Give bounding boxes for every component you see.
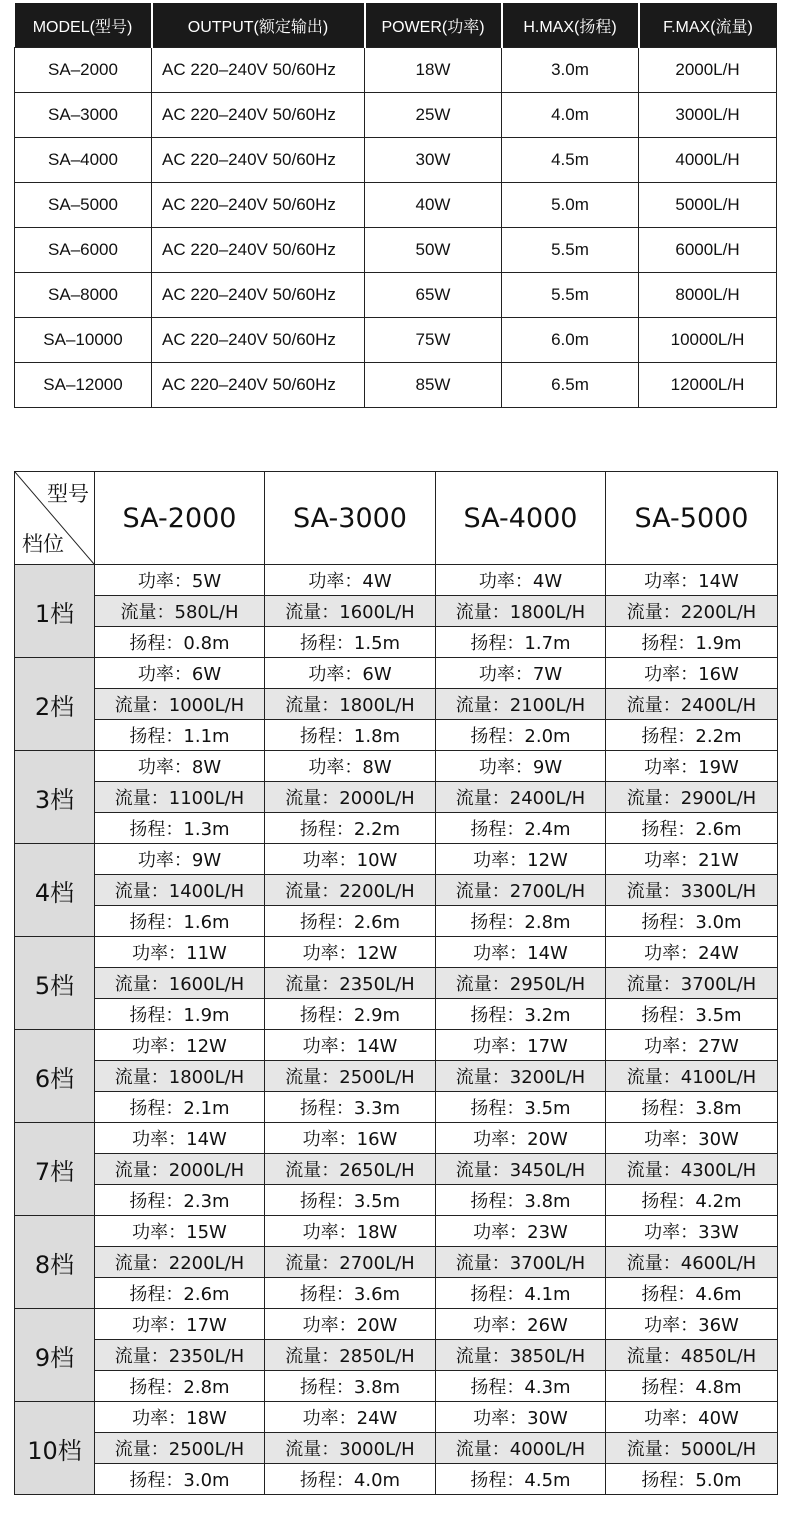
power-cell: 功率：27W <box>606 1030 778 1061</box>
gear-row <box>15 689 778 720</box>
hmax-cell: 5.5m <box>502 273 639 318</box>
power-cell: 25W <box>365 93 502 138</box>
model-cell: SA–10000 <box>15 318 152 363</box>
flow-cell: 流量：1600L/H <box>265 596 436 627</box>
power-cell: 功率：10W <box>265 844 436 875</box>
gear-row <box>15 565 778 596</box>
model-cell: SA–12000 <box>15 363 152 408</box>
head-cell: 扬程：4.3m <box>436 1371 606 1402</box>
flow-cell: 流量：1000L/H <box>95 689 265 720</box>
power-cell: 功率：33W <box>606 1216 778 1247</box>
spec-row <box>15 93 777 138</box>
head-cell: 扬程：4.2m <box>606 1185 778 1216</box>
flow-cell: 流量：4100L/H <box>606 1061 778 1092</box>
corner-label-gear: 档位 <box>22 532 64 556</box>
gear-label: 6档 <box>15 1030 95 1123</box>
gear-row <box>15 999 778 1030</box>
power-cell: 功率：17W <box>436 1030 606 1061</box>
power-cell: 功率：21W <box>606 844 778 875</box>
power-cell: 功率：5W <box>95 565 265 596</box>
head-cell: 扬程：4.5m <box>436 1464 606 1495</box>
power-cell: 功率：36W <box>606 1309 778 1340</box>
power-cell: 功率：16W <box>606 658 778 689</box>
head-cell: 扬程：2.1m <box>95 1092 265 1123</box>
gear-row <box>15 906 778 937</box>
power-cell: 功率：30W <box>436 1402 606 1433</box>
gear-row <box>15 782 778 813</box>
corner-header <box>15 472 95 565</box>
flow-cell: 流量：3700L/H <box>606 968 778 999</box>
spec-row <box>15 183 777 228</box>
power-cell: 功率：23W <box>436 1216 606 1247</box>
power-cell: 功率：6W <box>265 658 436 689</box>
gear-row <box>15 1216 778 1247</box>
flow-cell: 流量：4600L/H <box>606 1247 778 1278</box>
head-cell: 扬程：1.9m <box>95 999 265 1030</box>
output-cell: AC 220–240V 50/60Hz <box>152 48 365 93</box>
head-cell: 扬程：4.0m <box>265 1464 436 1495</box>
gear-row <box>15 596 778 627</box>
power-cell: 功率：7W <box>436 658 606 689</box>
power-cell: 功率：11W <box>95 937 265 968</box>
gear-row <box>15 1433 778 1464</box>
fmax-cell: 5000L/H <box>639 183 777 228</box>
flow-cell: 流量：4000L/H <box>436 1433 606 1464</box>
gear-row <box>15 937 778 968</box>
fmax-cell: 12000L/H <box>639 363 777 408</box>
flow-cell: 流量：1400L/H <box>95 875 265 906</box>
head-cell: 扬程：1.3m <box>95 813 265 844</box>
gear-row <box>15 968 778 999</box>
hmax-cell: 6.0m <box>502 318 639 363</box>
head-cell: 扬程：2.3m <box>95 1185 265 1216</box>
flow-cell: 流量：3450L/H <box>436 1154 606 1185</box>
head-cell: 扬程：1.1m <box>95 720 265 751</box>
model-header: SA-2000 <box>95 472 265 565</box>
flow-cell: 流量：2700L/H <box>265 1247 436 1278</box>
head-cell: 扬程：2.2m <box>606 720 778 751</box>
flow-cell: 流量：2400L/H <box>436 782 606 813</box>
gear-row <box>15 844 778 875</box>
output-cell: AC 220–240V 50/60Hz <box>152 228 365 273</box>
power-cell: 功率：14W <box>436 937 606 968</box>
flow-cell: 流量：2100L/H <box>436 689 606 720</box>
power-cell: 75W <box>365 318 502 363</box>
fmax-cell: 3000L/H <box>639 93 777 138</box>
power-cell: 功率：4W <box>265 565 436 596</box>
head-cell: 扬程：5.0m <box>606 1464 778 1495</box>
flow-cell: 流量：3850L/H <box>436 1340 606 1371</box>
flow-cell: 流量：2350L/H <box>95 1340 265 1371</box>
gear-row <box>15 1309 778 1340</box>
flow-cell: 流量：2000L/H <box>95 1154 265 1185</box>
flow-cell: 流量：1800L/H <box>95 1061 265 1092</box>
flow-cell: 流量：4850L/H <box>606 1340 778 1371</box>
power-cell: 功率：19W <box>606 751 778 782</box>
flow-cell: 流量：1600L/H <box>95 968 265 999</box>
flow-cell: 流量：3000L/H <box>265 1433 436 1464</box>
model-cell: SA–5000 <box>15 183 152 228</box>
flow-cell: 流量：2200L/H <box>265 875 436 906</box>
flow-cell: 流量：1800L/H <box>265 689 436 720</box>
gear-row <box>15 1185 778 1216</box>
head-cell: 扬程：3.0m <box>606 906 778 937</box>
gear-row <box>15 1092 778 1123</box>
model-header: SA-3000 <box>265 472 436 565</box>
fmax-cell: 6000L/H <box>639 228 777 273</box>
power-cell: 功率：4W <box>436 565 606 596</box>
power-cell: 功率：18W <box>265 1216 436 1247</box>
power-cell: 功率：14W <box>265 1030 436 1061</box>
output-cell: AC 220–240V 50/60Hz <box>152 183 365 228</box>
gear-label: 8档 <box>15 1216 95 1309</box>
flow-cell: 流量：2900L/H <box>606 782 778 813</box>
hmax-cell: 6.5m <box>502 363 639 408</box>
gear-row <box>15 1278 778 1309</box>
gear-row <box>15 1340 778 1371</box>
gear-row <box>15 813 778 844</box>
head-cell: 扬程：4.8m <box>606 1371 778 1402</box>
gear-label: 7档 <box>15 1123 95 1216</box>
power-cell: 功率：26W <box>436 1309 606 1340</box>
gear-row <box>15 1371 778 1402</box>
power-cell: 功率：9W <box>436 751 606 782</box>
head-cell: 扬程：3.5m <box>436 1092 606 1123</box>
flow-cell: 流量：2350L/H <box>265 968 436 999</box>
power-cell: 功率：30W <box>606 1123 778 1154</box>
head-cell: 扬程：2.2m <box>265 813 436 844</box>
hmax-cell: 5.5m <box>502 228 639 273</box>
head-cell: 扬程：1.9m <box>606 627 778 658</box>
power-cell: 功率：8W <box>265 751 436 782</box>
power-cell: 功率：14W <box>606 565 778 596</box>
gear-label: 4档 <box>15 844 95 937</box>
head-cell: 扬程：3.6m <box>265 1278 436 1309</box>
power-cell: 功率：20W <box>265 1309 436 1340</box>
power-cell: 功率：17W <box>95 1309 265 1340</box>
head-cell: 扬程：3.2m <box>436 999 606 1030</box>
power-cell: 30W <box>365 138 502 183</box>
head-cell: 扬程：2.4m <box>436 813 606 844</box>
head-cell: 扬程：3.5m <box>606 999 778 1030</box>
gear-label: 5档 <box>15 937 95 1030</box>
header-power: POWER(功率) <box>365 3 502 48</box>
spec-row <box>15 228 777 273</box>
flow-cell: 流量：2700L/H <box>436 875 606 906</box>
spec-row <box>15 273 777 318</box>
model-cell: SA–6000 <box>15 228 152 273</box>
gear-header-row <box>15 472 778 565</box>
head-cell: 扬程：0.8m <box>95 627 265 658</box>
head-cell: 扬程：2.6m <box>265 906 436 937</box>
head-cell: 扬程：2.9m <box>265 999 436 1030</box>
flow-cell: 流量：3200L/H <box>436 1061 606 1092</box>
corner-label-model: 型号 <box>47 482 89 506</box>
gear-label: 9档 <box>15 1309 95 1402</box>
hmax-cell: 3.0m <box>502 48 639 93</box>
hmax-cell: 4.0m <box>502 93 639 138</box>
flow-cell: 流量：2650L/H <box>265 1154 436 1185</box>
power-cell: 65W <box>365 273 502 318</box>
power-cell: 功率：12W <box>436 844 606 875</box>
head-cell: 扬程：1.5m <box>265 627 436 658</box>
flow-cell: 流量：580L/H <box>95 596 265 627</box>
power-cell: 功率：6W <box>95 658 265 689</box>
model-cell: SA–8000 <box>15 273 152 318</box>
gear-row <box>15 1030 778 1061</box>
gear-row <box>15 1247 778 1278</box>
head-cell: 扬程：1.6m <box>95 906 265 937</box>
head-cell: 扬程：1.7m <box>436 627 606 658</box>
head-cell: 扬程：2.8m <box>95 1371 265 1402</box>
head-cell: 扬程：3.8m <box>436 1185 606 1216</box>
gear-row <box>15 875 778 906</box>
power-cell: 功率：24W <box>265 1402 436 1433</box>
spec-header-row <box>15 3 777 48</box>
head-cell: 扬程：4.1m <box>436 1278 606 1309</box>
gear-row <box>15 1464 778 1495</box>
gear-row <box>15 658 778 689</box>
flow-cell: 流量：1800L/H <box>436 596 606 627</box>
model-header: SA-5000 <box>606 472 778 565</box>
flow-cell: 流量：2500L/H <box>95 1433 265 1464</box>
fmax-cell: 10000L/H <box>639 318 777 363</box>
gear-label: 1档 <box>15 565 95 658</box>
power-cell: 功率：20W <box>436 1123 606 1154</box>
spec-row <box>15 318 777 363</box>
header-fmax: F.MAX(流量) <box>639 3 777 48</box>
header-model: MODEL(型号) <box>15 3 152 48</box>
gear-row <box>15 720 778 751</box>
power-cell: 85W <box>365 363 502 408</box>
output-cell: AC 220–240V 50/60Hz <box>152 138 365 183</box>
header-output: OUTPUT(额定输出) <box>152 3 365 48</box>
model-cell: SA–4000 <box>15 138 152 183</box>
spec-table <box>14 3 777 408</box>
model-cell: SA–3000 <box>15 93 152 138</box>
flow-cell: 流量：3700L/H <box>436 1247 606 1278</box>
power-cell: 功率：8W <box>95 751 265 782</box>
gear-table <box>14 471 778 1495</box>
power-cell: 18W <box>365 48 502 93</box>
model-cell: SA–2000 <box>15 48 152 93</box>
power-cell: 功率：15W <box>95 1216 265 1247</box>
gear-row <box>15 1061 778 1092</box>
gear-row <box>15 751 778 782</box>
head-cell: 扬程：2.8m <box>436 906 606 937</box>
output-cell: AC 220–240V 50/60Hz <box>152 318 365 363</box>
gear-row <box>15 1123 778 1154</box>
head-cell: 扬程：2.6m <box>606 813 778 844</box>
head-cell: 扬程：3.8m <box>265 1371 436 1402</box>
fmax-cell: 4000L/H <box>639 138 777 183</box>
power-cell: 功率：12W <box>265 937 436 968</box>
power-cell: 功率：40W <box>606 1402 778 1433</box>
flow-cell: 流量：2200L/H <box>606 596 778 627</box>
gear-label: 10档 <box>15 1402 95 1495</box>
flow-cell: 流量：4300L/H <box>606 1154 778 1185</box>
spec-row <box>15 363 777 408</box>
model-header: SA-4000 <box>436 472 606 565</box>
head-cell: 扬程：2.6m <box>95 1278 265 1309</box>
spec-row <box>15 48 777 93</box>
gear-row <box>15 627 778 658</box>
head-cell: 扬程：3.8m <box>606 1092 778 1123</box>
power-cell: 功率：24W <box>606 937 778 968</box>
fmax-cell: 2000L/H <box>639 48 777 93</box>
gear-label: 2档 <box>15 658 95 751</box>
power-cell: 40W <box>365 183 502 228</box>
hmax-cell: 4.5m <box>502 138 639 183</box>
hmax-cell: 5.0m <box>502 183 639 228</box>
gear-row <box>15 1154 778 1185</box>
power-cell: 50W <box>365 228 502 273</box>
head-cell: 扬程：3.0m <box>95 1464 265 1495</box>
flow-cell: 流量：2200L/H <box>95 1247 265 1278</box>
header-hmax: H.MAX(扬程) <box>502 3 639 48</box>
gear-row <box>15 1402 778 1433</box>
flow-cell: 流量：2950L/H <box>436 968 606 999</box>
flow-cell: 流量：3300L/H <box>606 875 778 906</box>
output-cell: AC 220–240V 50/60Hz <box>152 93 365 138</box>
flow-cell: 流量：2400L/H <box>606 689 778 720</box>
flow-cell: 流量：2850L/H <box>265 1340 436 1371</box>
flow-cell: 流量：1100L/H <box>95 782 265 813</box>
flow-cell: 流量：2000L/H <box>265 782 436 813</box>
fmax-cell: 8000L/H <box>639 273 777 318</box>
output-cell: AC 220–240V 50/60Hz <box>152 363 365 408</box>
spec-row <box>15 138 777 183</box>
gear-label: 3档 <box>15 751 95 844</box>
power-cell: 功率：12W <box>95 1030 265 1061</box>
flow-cell: 流量：2500L/H <box>265 1061 436 1092</box>
head-cell: 扬程：4.6m <box>606 1278 778 1309</box>
power-cell: 功率：14W <box>95 1123 265 1154</box>
head-cell: 扬程：2.0m <box>436 720 606 751</box>
head-cell: 扬程：1.8m <box>265 720 436 751</box>
head-cell: 扬程：3.5m <box>265 1185 436 1216</box>
power-cell: 功率：18W <box>95 1402 265 1433</box>
power-cell: 功率：16W <box>265 1123 436 1154</box>
flow-cell: 流量：5000L/H <box>606 1433 778 1464</box>
head-cell: 扬程：3.3m <box>265 1092 436 1123</box>
output-cell: AC 220–240V 50/60Hz <box>152 273 365 318</box>
power-cell: 功率：9W <box>95 844 265 875</box>
